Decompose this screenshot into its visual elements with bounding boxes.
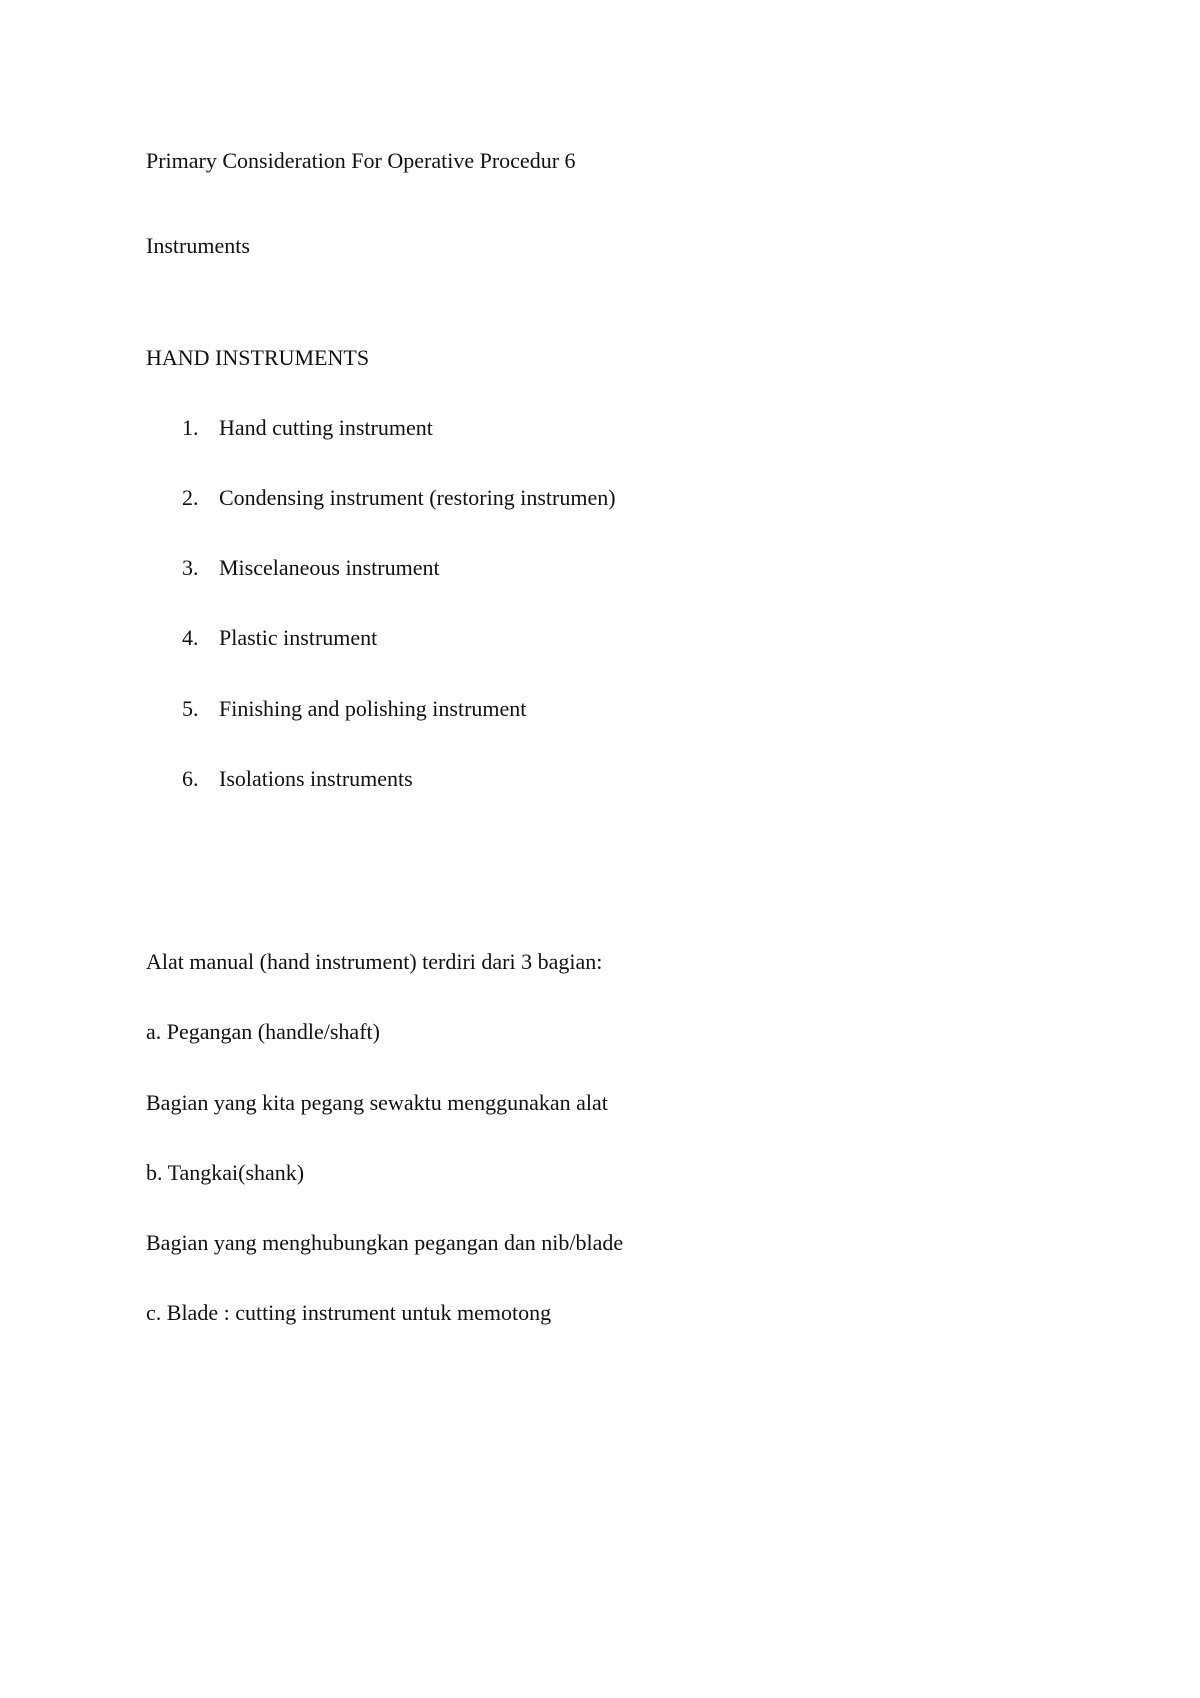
paragraph: Bagian yang menghubungkan pegangan dan nib/blade bbox=[146, 1230, 624, 1255]
paragraph: c. Blade : cutting instrument untuk memotong bbox=[146, 1300, 552, 1325]
list-item-text: Hand cutting instrument bbox=[219, 415, 433, 440]
paragraph: Alat manual (hand instrument) terdiri dari 3 bagian: bbox=[146, 949, 603, 974]
document-title: Primary Consideration For Operative Procedur 6 bbox=[146, 148, 576, 173]
list-item-text: Miscelaneous instrument bbox=[219, 555, 440, 580]
list-item-number: 5. bbox=[182, 696, 199, 721]
list-item-text: Plastic instrument bbox=[219, 625, 378, 650]
paragraph: a. Pegangan (handle/shaft) bbox=[146, 1019, 380, 1044]
list-item-text: Isolations instruments bbox=[219, 766, 413, 791]
paragraph: b. Tangkai(shank) bbox=[146, 1160, 305, 1185]
list-item-number: 4. bbox=[182, 625, 199, 650]
list-item-number: 6. bbox=[182, 766, 199, 791]
list-item-text: Condensing instrument (restoring instrumen) bbox=[219, 485, 616, 510]
list-item-number: 1. bbox=[182, 415, 199, 440]
list-item-number: 2. bbox=[182, 485, 199, 510]
list-item-text: Finishing and polishing instrument bbox=[219, 696, 527, 721]
document-subtitle: Instruments bbox=[146, 233, 250, 258]
section-heading: HAND INSTRUMENTS bbox=[146, 345, 370, 370]
list-item-number: 3. bbox=[182, 555, 199, 580]
paragraph: Bagian yang kita pegang sewaktu menggunakan alat bbox=[146, 1090, 608, 1115]
